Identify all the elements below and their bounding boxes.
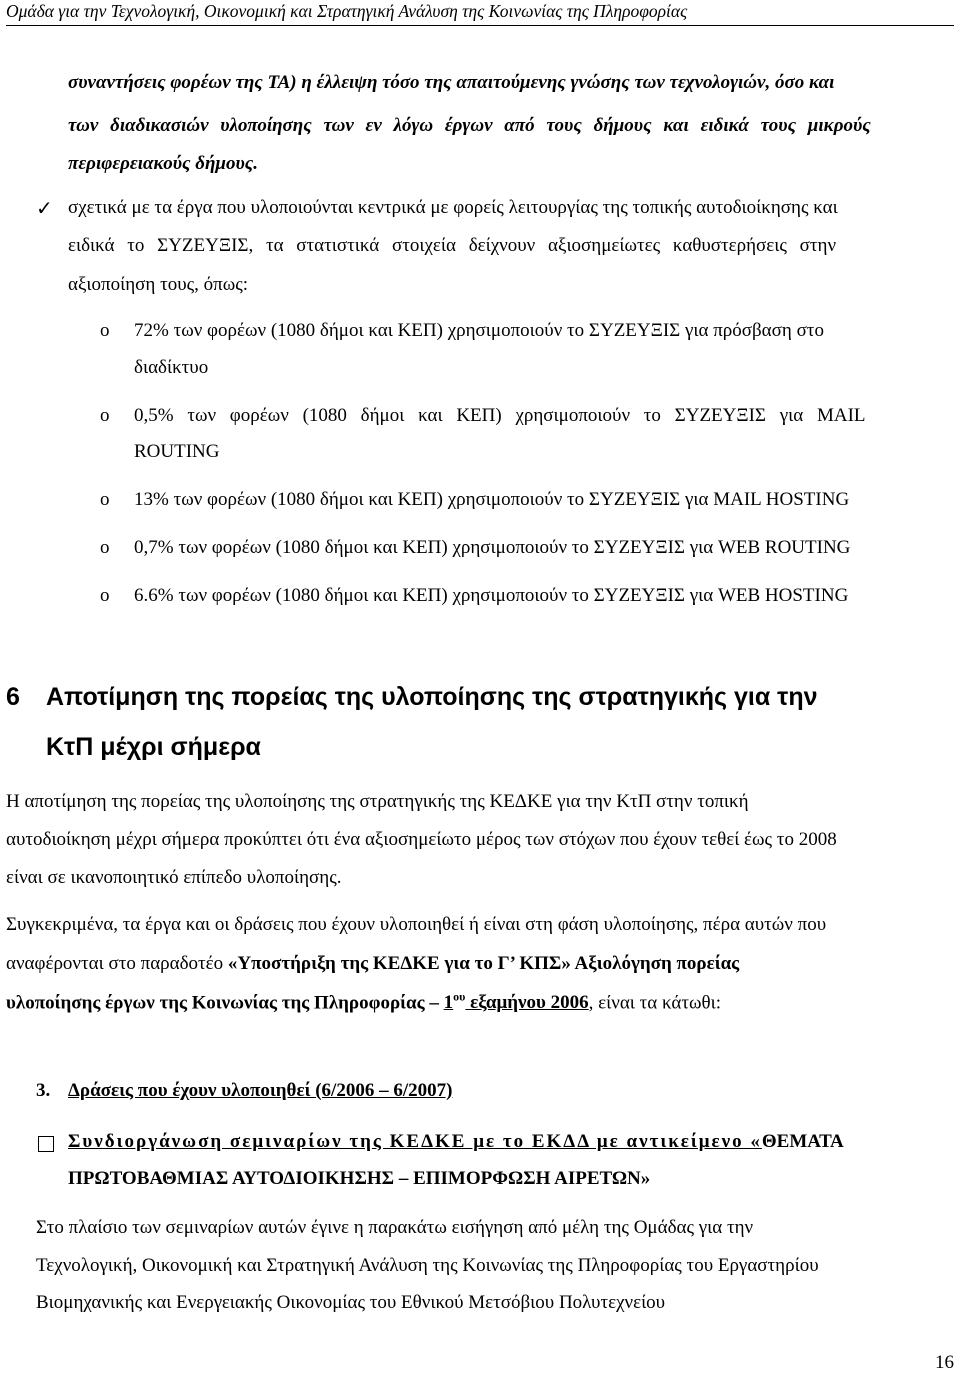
sub-bullet-icon: o	[100, 405, 110, 426]
intro-line-2: των διαδικασιών υλοποίησης των εν λόγω έργων από τους δήμους και ειδικά τους μικρούς	[68, 115, 871, 136]
sub-bullet-icon: o	[100, 489, 110, 510]
para2-line-3-rest: εξαμήνου 2006	[465, 992, 589, 1014]
para2-line-3-tail: , είναι τα κάτωθι:	[588, 992, 722, 1014]
para2-line-3-bold: υλοποίησης έργων της Κοινωνίας της Πληροφορίας	[6, 992, 425, 1014]
section-number: 6	[6, 683, 20, 711]
para2-line-2-plain: αναφέρονται στο παραδοτέο	[6, 953, 228, 974]
intro-line-1: συναντήσεις φορέων της ΤΑ) η έλλειψη τόσο της απαιτούμενης γνώσης των τεχνολογιών, όσο και	[68, 72, 835, 93]
para3-line-2: Τεχνολογική, Οικονομική και Στρατηγική Ανάλυση της Κοινωνίας της Πληροφορίας του Εργαστηρίου	[36, 1255, 819, 1276]
running-header: Ομάδα για την Τεχνολογική, Οικονομική και Στρατηγική Ανάλυση της Κοινωνίας της Πληροφορίας	[6, 0, 954, 26]
seminar-tail: ΘΕΜΑΤΑ	[761, 1131, 844, 1152]
page-number: 16	[935, 1352, 954, 1373]
list-number: 3.	[36, 1080, 51, 1101]
check-item-line-2: ειδικά το ΣΥΖΕΥΞΙΣ, τα στατιστικά στοιχεία δείχνουν αξιοσημείωτες καθυστερήσεις στην	[68, 235, 837, 256]
sub-bullet-icon: o	[100, 320, 110, 341]
sub-bullet-icon: o	[100, 585, 110, 606]
sub-item-2-line-2: ROUTING	[134, 441, 220, 462]
seminar-line-2: ΠΡΩΤΟΒΑΘΜΙΑΣ ΑΥΤΟΔΙΟΙΚΗΣΗΣ – ΕΠΙΜΟΡΦΩΣΗ ΑΙΡΕΤΩΝ»	[68, 1168, 651, 1189]
section-title-line-1: Αποτίμηση της πορείας της υλοποίησης της στρατηγικής για την	[46, 683, 818, 711]
checkbox-square-icon	[38, 1136, 54, 1152]
check-item-line-3: αξιοποίηση τους, όπως:	[68, 274, 249, 295]
para2-line-2	[6, 953, 739, 975]
section-title-line-2: ΚτΠ μέχρι σήμερα	[46, 733, 261, 761]
para2-line-3-sup: ου	[453, 990, 466, 1004]
sub-item-2-line-1: 0,5% των φορέων (1080 δήμοι και ΚΕΠ) χρησιμοποιούν το ΣΥΖΕΥΞΙΣ για MAIL	[134, 405, 866, 426]
seminar-spaced-text: Συνδιοργάνωση σεμιναρίων της ΚΕΔΚΕ με το ΕΚΔΔ με αντικείμενο «	[68, 1131, 762, 1152]
para2-line-3	[6, 990, 721, 1014]
para2-line-1: Συγκεκριμένα, τα έργα και οι δράσεις που έχουν υλοποιηθεί ή είναι στη φάση υλοποίησης, πέρα αυτών που	[6, 914, 827, 935]
checkmark-icon: ✓	[36, 198, 53, 220]
para1-line-1: Η αποτίμηση της πορείας της υλοποίησης της στρατηγικής της ΚΕΔΚΕ για την ΚτΠ στην τοπική	[6, 791, 749, 812]
para2-line-2-bold: «Υποστήριξη της ΚΕΔΚΕ για το Γ’ ΚΠΣ» Αξιολόγηση πορείας	[227, 953, 740, 974]
para1-line-3: είναι σε ικανοποιητικό επίπεδο υλοποίησης.	[6, 867, 342, 888]
para2-line-3-num: 1	[443, 992, 454, 1014]
check-item-line-1: σχετικά με τα έργα που υλοποιούνται κεντρικά με φορείς λειτουργίας της τοπικής αυτοδιοίκησης και	[68, 197, 838, 218]
sub-item-3-line-1: 13% των φορέων (1080 δήμοι και ΚΕΠ) χρησιμοποιούν το ΣΥΖΕΥΞΙΣ για MAIL HOSTING	[134, 489, 850, 510]
para2-line-3-dash: –	[424, 992, 444, 1014]
para1-line-2: αυτοδιοίκηση μέχρι σήμερα προκύπτει ότι ένα αξιοσημείωτο μέρος των στόχων που έχουν τεθεί έως το 2008	[6, 829, 837, 850]
sub-item-4-line-1: 0,7% των φορέων (1080 δήμοι και ΚΕΠ) χρησιμοποιούν το ΣΥΖΕΥΞΙΣ για WEB ROUTING	[134, 537, 851, 558]
sub-item-1-line-1: 72% των φορέων (1080 δήμοι και ΚΕΠ) χρησιμοποιούν το ΣΥΖΕΥΞΙΣ για πρόσβαση στο	[134, 320, 824, 341]
para3-line-1: Στο πλαίσιο των σεμιναρίων αυτών έγινε η παρακάτω εισήγηση από μέλη της Ομάδας για την	[36, 1217, 754, 1238]
para3-line-3: Βιομηχανικής και Ενεργειακής Οικονομίας του Εθνικού Μετσόβιου Πολυτεχνείου	[36, 1292, 666, 1313]
intro-line-3: περιφερειακούς δήμους.	[68, 153, 258, 174]
sub-item-1-line-2: διαδίκτυο	[134, 357, 209, 378]
sub-bullet-icon: o	[100, 537, 110, 558]
sub-item-5-line-1: 6.6% των φορέων (1080 δήμοι και ΚΕΠ) χρησιμοποιούν το ΣΥΖΕΥΞΙΣ για WEB HOSTING	[134, 585, 849, 606]
list-title: Δράσεις που έχουν υλοποιηθεί (6/2006 – 6/2007)	[68, 1080, 453, 1101]
seminar-line-1	[68, 1131, 844, 1153]
